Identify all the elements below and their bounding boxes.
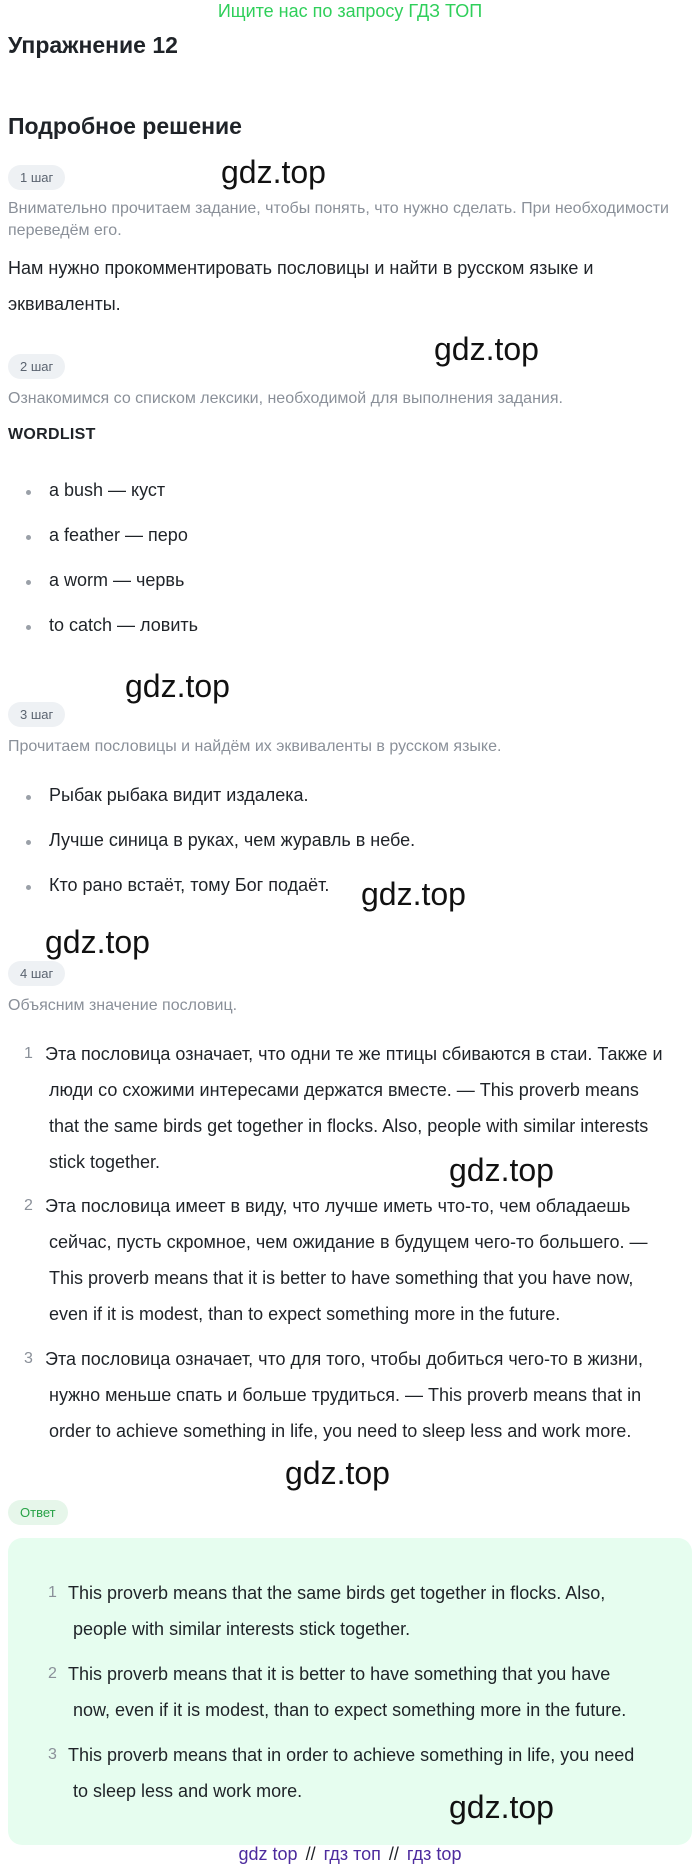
explanation-line: order to achieve something in life, you need to sleep less and work more. xyxy=(49,1421,632,1441)
step-1-text-line-2: эквиваленты. xyxy=(8,294,121,314)
step-2-badge: 2 шаг xyxy=(8,354,65,379)
step-3-badge: 3 шаг xyxy=(8,702,65,727)
explanation-line: Эта пословица имеет в виду, что лучше иметь что-то, чем обладаешь xyxy=(45,1196,631,1216)
promo-banner[interactable]: Ищите нас по запросу ГДЗ ТОП xyxy=(217,1,483,21)
explanation-line: Эта пословица означает, что для того, чтобы добиться чего-то в жизни, xyxy=(45,1349,643,1369)
step-2-note: Ознакомимся со списком лексики, необходимой для выполнения задания. xyxy=(8,390,563,407)
explanation-line: This proverb means that it is better to have something that you have now, xyxy=(49,1268,634,1288)
proverb-item: Кто рано встаёт, тому Бог подаёт. xyxy=(49,875,330,895)
footer-link-gdz-top-mixed[interactable]: гдз top xyxy=(406,1844,462,1864)
watermark: gdz.top xyxy=(361,876,466,912)
watermark: gdz.top xyxy=(434,331,539,367)
wordlist-item: to catch — ловить xyxy=(49,615,198,635)
step-3-note: Прочитаем пословицы и найдём их эквиваленты в русском языке. xyxy=(8,738,502,755)
list-number: 3 xyxy=(24,1350,33,1367)
answer-line: This proverb means that it is better to have something that you have xyxy=(68,1664,611,1684)
solution-heading: Подробное решение xyxy=(8,113,242,139)
step-4-note: Объясним значение пословиц. xyxy=(8,997,238,1014)
explanation-line: люди со схожими интересами держатся вместе. — This proverb means xyxy=(49,1080,639,1100)
wordlist-item: a bush — куст xyxy=(49,480,166,500)
explanation-line: stick together. xyxy=(49,1152,161,1172)
proverb-item: Лучше синица в руках, чем журавль в небе. xyxy=(49,830,416,850)
explanation-line: even if it is modest, than to expect something more in the future. xyxy=(49,1304,561,1324)
footer-separator: // xyxy=(388,1844,399,1864)
list-bullet xyxy=(26,795,31,800)
list-bullet xyxy=(26,490,31,495)
watermark: gdz.top xyxy=(449,1152,554,1188)
footer-separator: // xyxy=(305,1844,316,1864)
list-number: 3 xyxy=(48,1746,57,1763)
explanation-line: that the same birds get together in flocks. Also, people with similar interests xyxy=(49,1116,649,1136)
answer-badge: Ответ xyxy=(8,1500,68,1525)
watermark: gdz.top xyxy=(285,1455,390,1491)
wordlist-heading: WORDLIST xyxy=(8,426,96,443)
wordlist-item: a feather — перо xyxy=(49,525,188,545)
list-bullet xyxy=(26,885,31,890)
page-title: Упражнение 12 xyxy=(8,32,178,58)
list-bullet xyxy=(26,840,31,845)
footer-link-gdz-top[interactable]: gdz top xyxy=(238,1844,298,1864)
explanation-line: Эта пословица означает, что одни те же птицы сбиваются в стаи. Также и xyxy=(45,1044,663,1064)
answer-line: people with similar interests stick together. xyxy=(73,1619,411,1639)
list-number: 2 xyxy=(24,1197,33,1214)
footer-links xyxy=(0,1842,700,1867)
list-number: 1 xyxy=(48,1584,57,1601)
explanation-line: сейчас, пусть скромное, чем ожидание в будущем чего-то большего. — xyxy=(49,1232,648,1252)
answer-line: This proverb means that the same birds get together in flocks. Also, xyxy=(68,1583,606,1603)
list-number: 2 xyxy=(48,1665,57,1682)
list-bullet xyxy=(26,625,31,630)
footer-link-gdz-top-ru[interactable]: гдз топ xyxy=(323,1844,381,1864)
explanation-line: нужно меньше спать и больше трудиться. — This proverb means that in xyxy=(49,1385,642,1405)
step-4-badge: 4 шаг xyxy=(8,961,65,986)
step-1-note: Внимательно прочитаем задание, чтобы понять, что нужно сделать. При необходимости переведём его. xyxy=(8,200,669,239)
wordlist-item: a worm — червь xyxy=(49,570,185,590)
watermark: gdz.top xyxy=(449,1789,554,1825)
watermark: gdz.top xyxy=(125,668,230,704)
watermark: gdz.top xyxy=(221,154,326,190)
list-bullet xyxy=(26,580,31,585)
list-number: 1 xyxy=(24,1045,33,1062)
answer-line: This proverb means that in order to achieve something in life, you need xyxy=(68,1745,635,1765)
answer-line: now, even if it is modest, than to expect something more in the future. xyxy=(73,1700,627,1720)
list-bullet xyxy=(26,535,31,540)
watermark: gdz.top xyxy=(45,924,150,960)
step-1-text-line-1: Нам нужно прокомментировать пословицы и найти в русском языке и xyxy=(8,258,594,278)
step-1-badge: 1 шаг xyxy=(8,165,65,190)
proverb-item: Рыбак рыбака видит издалека. xyxy=(49,785,309,805)
answer-line: to sleep less and work more. xyxy=(73,1781,303,1801)
